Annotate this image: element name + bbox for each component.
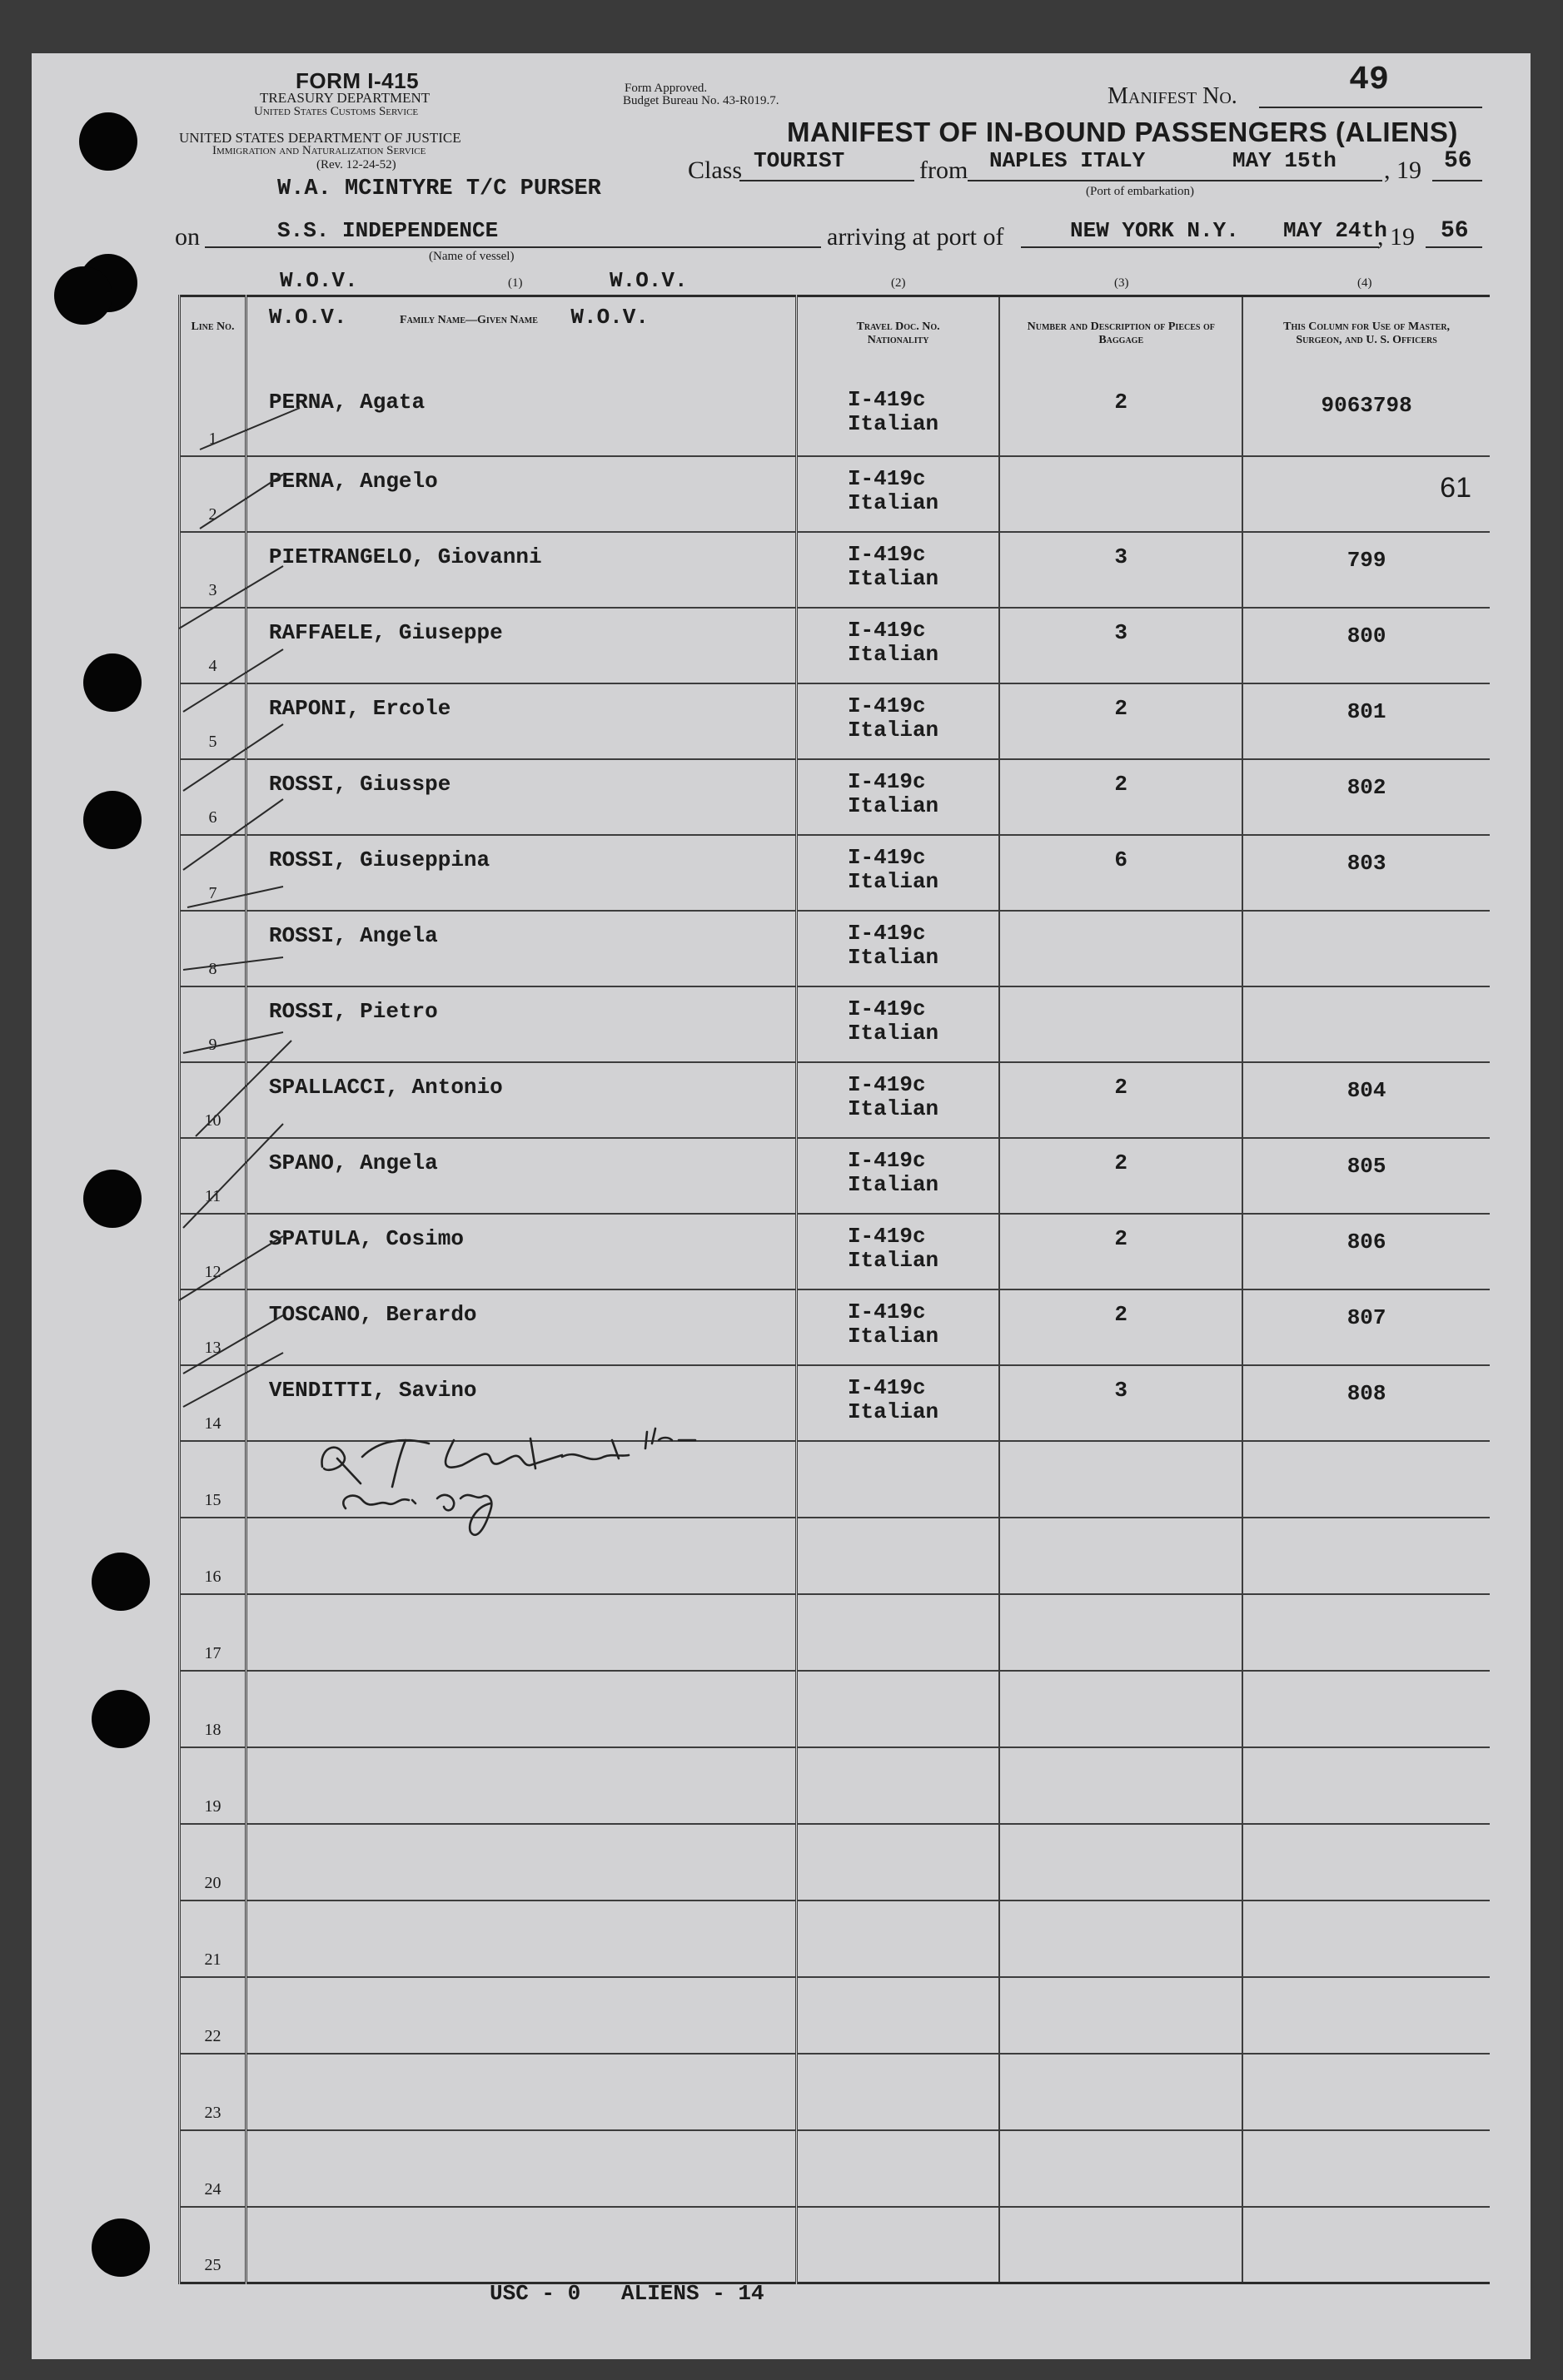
inspector-signature bbox=[312, 1407, 812, 1548]
passenger-name: RAFFAELE, Giuseppe bbox=[246, 608, 796, 683]
passenger-name: SPANO, Angela bbox=[246, 1138, 796, 1214]
arrival-year: 56 bbox=[1441, 218, 1469, 244]
arrival-date: MAY 24th bbox=[1283, 218, 1387, 243]
line-number: 18 bbox=[180, 1671, 246, 1747]
passenger-name bbox=[246, 1747, 796, 1824]
line-number: 10 bbox=[180, 1062, 246, 1138]
manifest-no-underline bbox=[1259, 107, 1482, 108]
name-header-label: Family Name—Given Name bbox=[400, 314, 538, 326]
line-number: 15 bbox=[180, 1441, 246, 1518]
baggage-count bbox=[999, 911, 1242, 986]
line-number: 9 bbox=[180, 986, 246, 1062]
form-number: FORM I-415 bbox=[296, 68, 420, 93]
passenger-name: SPALLACCI, Antonio bbox=[246, 1062, 796, 1138]
line-number: 11 bbox=[180, 1138, 246, 1214]
officer-number: 61 bbox=[1242, 456, 1490, 532]
officer-number bbox=[1242, 911, 1490, 986]
table-row bbox=[180, 2130, 1491, 2207]
class-value: TOURIST bbox=[754, 148, 845, 173]
nationality: Italian bbox=[847, 944, 939, 970]
officer-number bbox=[1242, 1977, 1490, 2054]
doc-number: I-419c bbox=[847, 844, 926, 870]
manifest-title: MANIFEST OF IN-BOUND PASSENGERS (ALIENS) bbox=[787, 117, 1458, 147]
officer-number: 803 bbox=[1242, 835, 1490, 911]
class-label: Class bbox=[688, 157, 743, 184]
doc-number: I-419c bbox=[847, 1071, 926, 1097]
table-row bbox=[180, 1671, 1491, 1747]
line-number: 16 bbox=[180, 1518, 246, 1594]
officer-number bbox=[1242, 1901, 1490, 1977]
officer-number bbox=[1242, 2207, 1490, 2283]
line-number: 19 bbox=[180, 1747, 246, 1824]
nationality: Italian bbox=[847, 717, 939, 743]
travel-doc bbox=[796, 835, 999, 911]
immigration-service: Immigration and Naturalization Service bbox=[212, 144, 426, 157]
departure-date: MAY 15th bbox=[1232, 148, 1337, 173]
travel-doc bbox=[796, 683, 999, 759]
table-row bbox=[180, 2207, 1491, 2283]
nationality: Italian bbox=[847, 1247, 939, 1273]
wov-stamp: W.O.V. bbox=[570, 305, 649, 330]
departure-year: 56 bbox=[1444, 148, 1472, 174]
customs-service: United States Customs Service bbox=[254, 105, 419, 118]
passenger-name: ROSSI, Angela bbox=[246, 911, 796, 986]
nationality: Italian bbox=[847, 1399, 939, 1424]
baggage-count: 2 bbox=[999, 1138, 1242, 1214]
officer-number bbox=[1242, 1441, 1490, 1518]
baggage-count: 3 bbox=[999, 608, 1242, 683]
travel-doc bbox=[796, 378, 999, 456]
officer-number bbox=[1242, 2130, 1490, 2207]
col-header-baggage: Number and Description of Pieces of Baggage bbox=[999, 296, 1242, 378]
budget-bureau: Budget Bureau No. 43-R019.7. bbox=[623, 94, 779, 107]
passenger-name: ROSSI, Giusspe bbox=[246, 759, 796, 835]
officer-number: 805 bbox=[1242, 1138, 1490, 1214]
passenger-name: TOSCANO, Berardo bbox=[246, 1289, 796, 1365]
line-number: 5 bbox=[180, 683, 246, 759]
baggage-count: 2 bbox=[999, 1214, 1242, 1289]
nationality: Italian bbox=[847, 565, 939, 591]
baggage-count bbox=[999, 1747, 1242, 1824]
col-number-3: (3) bbox=[1114, 276, 1129, 290]
line-strike-marks bbox=[167, 375, 383, 1457]
binder-hole bbox=[83, 1170, 142, 1228]
embarkation-port: NAPLES ITALY bbox=[989, 148, 1146, 173]
travel-doc bbox=[796, 1365, 999, 1441]
class-underline bbox=[739, 180, 914, 181]
travel-doc bbox=[796, 532, 999, 608]
line-number: 24 bbox=[180, 2130, 246, 2207]
binder-hole bbox=[92, 1690, 150, 1748]
baggage-count bbox=[999, 1441, 1242, 1518]
baggage-count bbox=[999, 986, 1242, 1062]
travel-doc bbox=[796, 1138, 999, 1214]
travel-doc bbox=[796, 2130, 999, 2207]
baggage-count bbox=[999, 1671, 1242, 1747]
baggage-count bbox=[999, 2130, 1242, 2207]
doc-number: I-419c bbox=[847, 1223, 926, 1249]
binder-hole bbox=[83, 791, 142, 849]
binder-hole bbox=[54, 266, 112, 325]
on-label: on bbox=[175, 223, 200, 251]
line-number: 8 bbox=[180, 911, 246, 986]
officer-number: 802 bbox=[1242, 759, 1490, 835]
arriving-label: arriving at port of bbox=[827, 223, 1004, 251]
travel-doc bbox=[796, 1289, 999, 1365]
table-row bbox=[180, 1747, 1491, 1824]
passenger-name bbox=[246, 2054, 796, 2130]
travel-doc bbox=[796, 1518, 999, 1594]
doc-number: I-419c bbox=[847, 1147, 926, 1173]
baggage-count bbox=[999, 1518, 1242, 1594]
baggage-count: 2 bbox=[999, 1289, 1242, 1365]
officer-number: 800 bbox=[1242, 608, 1490, 683]
travel-doc bbox=[796, 2054, 999, 2130]
travel-doc bbox=[796, 911, 999, 986]
col-header-officers: This Column for Use of Master, Surgeon, and U. S. Officers bbox=[1242, 296, 1490, 378]
baggage-count bbox=[999, 2054, 1242, 2130]
baggage-count: 3 bbox=[999, 532, 1242, 608]
officer-number: 9063798 bbox=[1242, 378, 1490, 456]
nationality: Italian bbox=[847, 793, 939, 818]
doc-number: I-419c bbox=[847, 465, 926, 491]
from-label: from bbox=[919, 157, 968, 184]
travel-doc bbox=[796, 1594, 999, 1671]
baggage-count: 2 bbox=[999, 1062, 1242, 1138]
officer-number: 807 bbox=[1242, 1289, 1490, 1365]
doc-number: I-419c bbox=[847, 1299, 926, 1324]
officer-number bbox=[1242, 2054, 1490, 2130]
travel-doc bbox=[796, 456, 999, 532]
doc-number: I-419c bbox=[847, 996, 926, 1021]
col-header-line: Line No. bbox=[191, 320, 235, 333]
travel-doc bbox=[796, 1671, 999, 1747]
table-row bbox=[180, 1901, 1491, 1977]
officer-number: 804 bbox=[1242, 1062, 1490, 1138]
passenger-name: ROSSI, Giuseppina bbox=[246, 835, 796, 911]
doc-number: I-419c bbox=[847, 693, 926, 718]
baggage-count bbox=[999, 1901, 1242, 1977]
travel-doc bbox=[796, 759, 999, 835]
nationality: Italian bbox=[847, 1171, 939, 1197]
treasury-dept: TREASURY DEPARTMENT bbox=[260, 90, 431, 106]
officer-number bbox=[1242, 986, 1490, 1062]
line-number: 21 bbox=[180, 1901, 246, 1977]
passenger-name: PERNA, Angelo bbox=[246, 456, 796, 532]
baggage-count bbox=[999, 1594, 1242, 1671]
baggage-count bbox=[999, 2207, 1242, 2283]
doc-number: I-419c bbox=[847, 920, 926, 946]
wov-stamp: W.O.V. bbox=[610, 268, 688, 293]
baggage-count bbox=[999, 1977, 1242, 2054]
passenger-name bbox=[246, 1977, 796, 2054]
passenger-name: PIETRANGELO, Giovanni bbox=[246, 532, 796, 608]
baggage-count: 2 bbox=[999, 378, 1242, 456]
travel-doc bbox=[796, 1824, 999, 1901]
vessel-caption: (Name of vessel) bbox=[429, 250, 515, 263]
doc-number: I-419c bbox=[847, 386, 926, 412]
arrival-year-underline bbox=[1426, 246, 1482, 248]
line-number: 3 bbox=[180, 532, 246, 608]
line-number: 4 bbox=[180, 608, 246, 683]
doc-number: I-419c bbox=[847, 1374, 926, 1400]
travel-doc bbox=[796, 1747, 999, 1824]
officer-number: 806 bbox=[1242, 1214, 1490, 1289]
arrival-underline bbox=[1021, 246, 1379, 248]
nationality: Italian bbox=[847, 1096, 939, 1121]
vessel-underline bbox=[205, 246, 821, 248]
binder-hole bbox=[92, 1553, 150, 1611]
line-number: 22 bbox=[180, 1977, 246, 2054]
purser-name: W.A. MCINTYRE T/C PURSER bbox=[277, 176, 601, 201]
col-number-4: (4) bbox=[1357, 276, 1372, 290]
doc-number: I-419c bbox=[847, 541, 926, 567]
wov-stamp: W.O.V. bbox=[280, 268, 358, 293]
passenger-name bbox=[246, 1824, 796, 1901]
travel-doc bbox=[796, 608, 999, 683]
form-approved: Form Approved. bbox=[625, 82, 708, 95]
manifest-no-label: Manifest No. bbox=[1108, 83, 1237, 109]
travel-doc bbox=[796, 1901, 999, 1977]
arrival-port: NEW YORK N.Y. bbox=[1070, 218, 1239, 243]
passenger-name bbox=[246, 1901, 796, 1977]
table-row bbox=[180, 2054, 1491, 2130]
table-row bbox=[180, 1977, 1491, 2054]
travel-doc bbox=[796, 986, 999, 1062]
col-header-doc: Travel Doc. No. Nationality bbox=[796, 296, 999, 378]
officer-number bbox=[1242, 1824, 1490, 1901]
usc-count: USC - 0 bbox=[490, 2281, 581, 2306]
year-underline bbox=[1432, 180, 1482, 181]
nationality: Italian bbox=[847, 1323, 939, 1349]
line-number: 14 bbox=[180, 1365, 246, 1441]
passenger-name bbox=[246, 2130, 796, 2207]
table-row bbox=[180, 1594, 1491, 1671]
line-number: 23 bbox=[180, 2054, 246, 2130]
line-number: 20 bbox=[180, 1824, 246, 1901]
port-caption: (Port of embarkation) bbox=[1086, 185, 1194, 198]
officer-number bbox=[1242, 1518, 1490, 1594]
line-number: 6 bbox=[180, 759, 246, 835]
travel-doc bbox=[796, 1214, 999, 1289]
binder-hole bbox=[79, 112, 137, 171]
passenger-name bbox=[246, 2207, 796, 2283]
line-number: 12 bbox=[180, 1214, 246, 1289]
passenger-name: PERNA, Agata bbox=[246, 378, 796, 456]
officer-number: 808 bbox=[1242, 1365, 1490, 1441]
travel-doc bbox=[796, 1977, 999, 2054]
officer-number bbox=[1242, 1671, 1490, 1747]
manifest-number: 49 bbox=[1349, 62, 1390, 99]
passenger-name bbox=[246, 1671, 796, 1747]
line-number: 17 bbox=[180, 1594, 246, 1671]
baggage-count bbox=[999, 1824, 1242, 1901]
vessel-name: S.S. INDEPENDENCE bbox=[277, 218, 499, 243]
baggage-count: 2 bbox=[999, 759, 1242, 835]
nationality: Italian bbox=[847, 489, 939, 515]
baggage-count: 3 bbox=[999, 1365, 1242, 1441]
travel-doc bbox=[796, 1062, 999, 1138]
baggage-count: 2 bbox=[999, 683, 1242, 759]
nationality: Italian bbox=[847, 641, 939, 667]
baggage-count: 6 bbox=[999, 835, 1242, 911]
binder-hole bbox=[83, 653, 142, 712]
travel-doc bbox=[796, 1441, 999, 1518]
line-number: 2 bbox=[180, 456, 246, 532]
justice-dept: UNITED STATES DEPARTMENT OF JUSTICE bbox=[179, 130, 461, 146]
col-header-name bbox=[246, 296, 796, 378]
officer-number bbox=[1242, 1594, 1490, 1671]
officer-number: 799 bbox=[1242, 532, 1490, 608]
nationality: Italian bbox=[847, 868, 939, 894]
col-number-2: (2) bbox=[891, 276, 906, 290]
passenger-name: SPATULA, Cosimo bbox=[246, 1214, 796, 1289]
passenger-name: ROSSI, Pietro bbox=[246, 986, 796, 1062]
line-number: 1 bbox=[180, 378, 246, 456]
binder-hole bbox=[92, 2219, 150, 2277]
wov-stamp: W.O.V. bbox=[268, 305, 347, 330]
officer-number bbox=[1242, 1747, 1490, 1824]
doc-number: I-419c bbox=[847, 768, 926, 794]
aliens-count: ALIENS - 14 bbox=[621, 2281, 764, 2306]
line-number: 13 bbox=[180, 1289, 246, 1365]
col-number-1: (1) bbox=[508, 276, 523, 290]
line-number: 7 bbox=[180, 835, 246, 911]
passenger-name: RAPONI, Ercole bbox=[246, 683, 796, 759]
year-prefix: , 19 bbox=[1384, 157, 1421, 184]
table-row bbox=[180, 1824, 1491, 1901]
passenger-name: VENDITTI, Savino bbox=[246, 1365, 796, 1441]
travel-doc bbox=[796, 2207, 999, 2283]
form-revision: (Rev. 12-24-52) bbox=[316, 158, 396, 171]
line-number: 25 bbox=[180, 2207, 246, 2283]
nationality: Italian bbox=[847, 410, 939, 436]
officer-number: 801 bbox=[1242, 683, 1490, 759]
doc-number: I-419c bbox=[847, 617, 926, 643]
baggage-count bbox=[999, 456, 1242, 532]
nationality: Italian bbox=[847, 1020, 939, 1046]
arrival-year-prefix: , 19 bbox=[1377, 223, 1415, 251]
passenger-name bbox=[246, 1594, 796, 1671]
from-underline bbox=[968, 180, 1382, 181]
